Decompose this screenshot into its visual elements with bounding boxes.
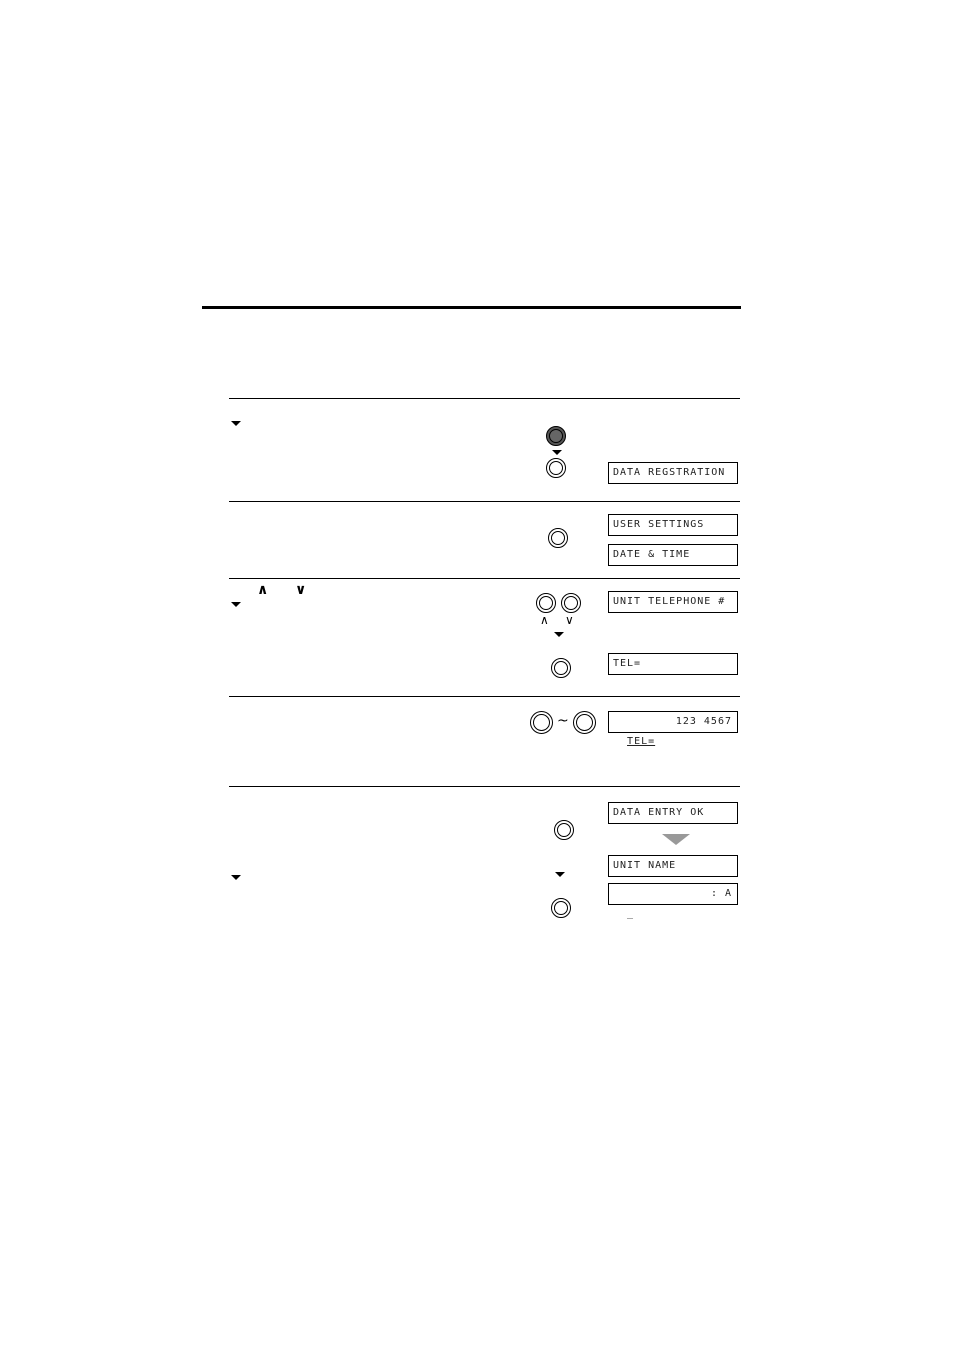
lcd-tel-empty [608,653,738,675]
lcd-data-registration [608,462,738,484]
button-face [533,714,550,731]
lcd-date-time [608,544,738,566]
button-face [564,596,578,610]
row-divider [229,501,740,502]
gray-triangle-down-icon [662,834,690,845]
button-face [576,714,593,731]
lcd-data-entry-ok [608,802,738,824]
button-face [549,461,563,475]
lcd-text: TEL= [613,658,642,669]
down-button[interactable] [561,593,581,613]
numeric-button-first[interactable] [530,711,553,734]
lcd-label: TEL= [627,736,656,747]
down-caret-icon: ∨ [295,582,307,598]
row-divider [229,786,740,787]
step-arrow-icon [552,450,562,455]
numeric-button-last[interactable] [573,711,596,734]
step-arrow-icon [231,875,241,880]
lcd-input-mode: : A [710,888,732,899]
lcd-text: UNIT NAME [613,860,677,871]
step-arrow-icon [555,872,565,877]
lcd-unit-telephone [608,591,738,613]
section-header-rule [202,306,741,309]
lcd-tel-filled [608,711,738,747]
button-face [539,596,553,610]
button-face [554,901,568,915]
lcd-text: UNIT TELEPHONE # [613,596,726,607]
set-button[interactable] [551,658,571,678]
lcd-unit-name [608,855,738,877]
lcd-text: USER SETTINGS [613,519,705,530]
set-button[interactable] [554,820,574,840]
lcd-name-entry [608,883,738,919]
up-button[interactable] [536,593,556,613]
set-button[interactable] [551,898,571,918]
row-divider [229,696,740,697]
row-divider [229,578,740,579]
tilde-icon: ~ [557,713,569,729]
down-caret-icon: ∨ [565,613,574,627]
step-arrow-icon [231,602,241,607]
up-caret-icon: ∧ [540,613,549,627]
button-face [557,823,571,837]
lcd-text: DATA REGSTRATION [613,467,726,478]
lcd-text: DATE & TIME [613,549,691,560]
lcd-text: DATA ENTRY OK [613,807,705,818]
function-button[interactable] [546,426,566,446]
lcd-cursor: _ [627,908,635,919]
step-arrow-icon [231,421,241,426]
set-button[interactable] [548,528,568,548]
step-arrow-icon [554,632,564,637]
lcd-telephone-number: 123 4567 [675,716,732,727]
lcd-user-settings [608,514,738,536]
button-face [554,661,568,675]
button-face [551,531,565,545]
up-caret-icon: ∧ [257,582,269,598]
data-registration-button[interactable] [546,458,566,478]
button-face [549,429,563,443]
row-divider [229,398,740,399]
